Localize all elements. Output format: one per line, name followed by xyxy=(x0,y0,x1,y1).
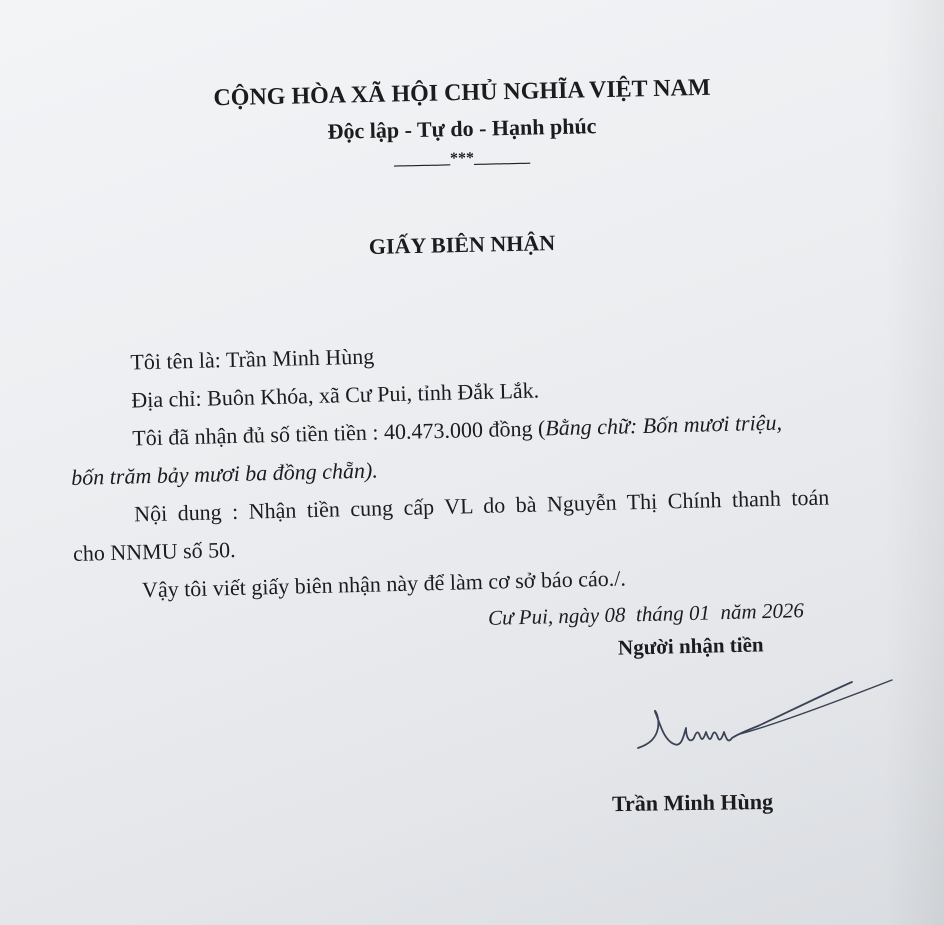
closing-line: Vậy tôi viết giấy biên nhận này để làm cơ sở báo cáo./. xyxy=(141,565,627,603)
amount-words-start: Bằng chữ: Bốn mươi triệu, xyxy=(544,409,783,441)
content-line: Nội dung : Nhận tiền cung cấp VL do bà Nguyễn Thị Chính thanh toán xyxy=(133,484,830,527)
name-line: Tôi tên là: Trần Minh Hùng xyxy=(130,343,375,375)
amount-words-continued: bốn trăm bảy mươi ba đồng chẵn). xyxy=(70,457,379,490)
header-divider: _______***_______ xyxy=(393,148,531,169)
handwritten-signature xyxy=(630,668,900,758)
national-title: CỘNG HÒA XÃ HỘI CHỦ NGHĨA VIỆT NAM xyxy=(213,74,711,112)
place-and-date: Cư Pui, ngày 08 tháng 01 năm 2026 xyxy=(487,598,805,630)
amount-text: Tôi đã nhận đủ số tiền tiền : 40.473.000 đồng ( xyxy=(131,415,546,451)
receiver-name: Trần Minh Hùng xyxy=(611,788,774,817)
document-body xyxy=(68,325,904,611)
address-line: Địa chỉ: Buôn Khóa, xã Cư Pui, tỉnh Đắk Lắk. xyxy=(131,377,540,413)
content-line-continued: cho NNMU số 50. xyxy=(72,536,236,566)
receiver-title: Người nhận tiền xyxy=(617,632,764,660)
document-title: GIẤY BIÊN NHẬN xyxy=(368,230,556,259)
national-motto: Độc lập - Tự do - Hạnh phúc xyxy=(327,113,597,144)
